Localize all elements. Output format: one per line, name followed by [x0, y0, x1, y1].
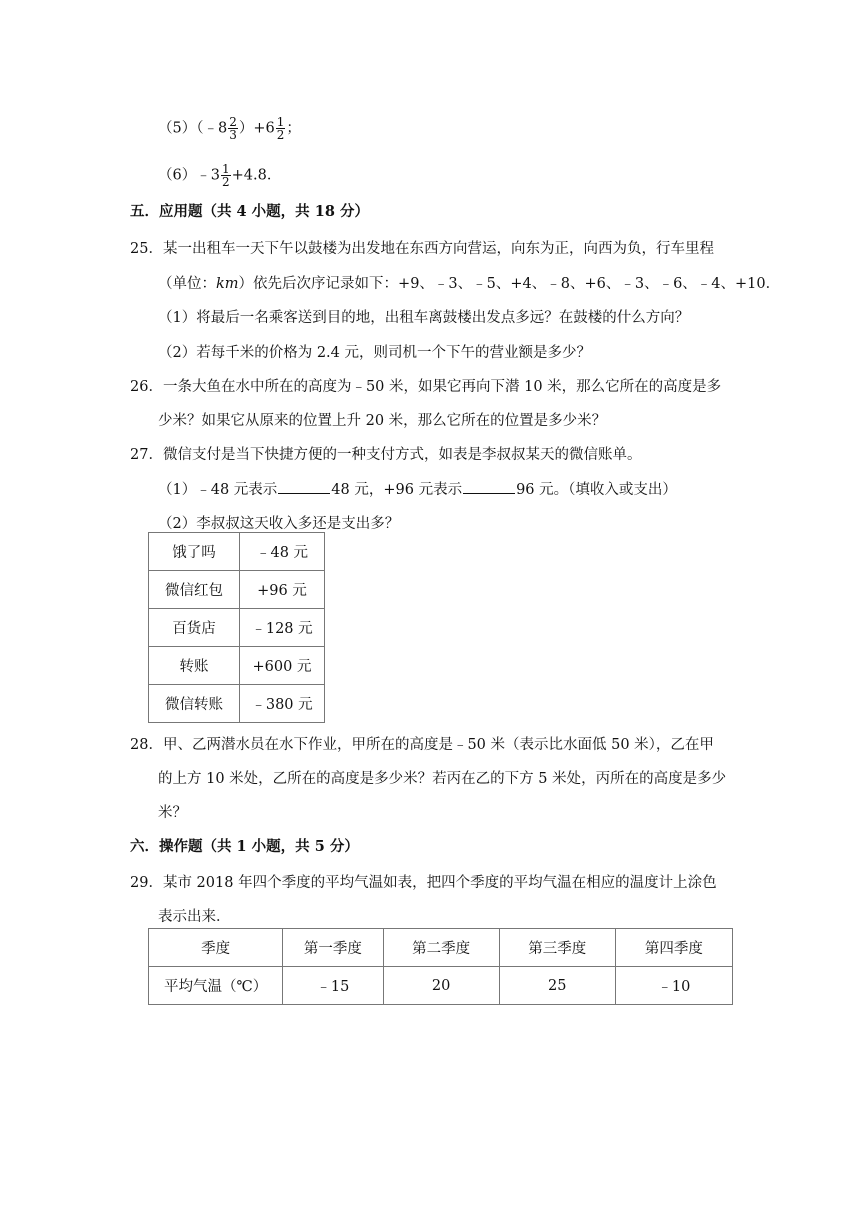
unit-km: km: [216, 276, 239, 292]
bill-amount-cell: ﹣48 元: [240, 533, 325, 571]
bill-amount-cell: +96 元: [240, 571, 325, 609]
section-heading-6: 六．操作题（共 1 小题，共 5 分）: [130, 838, 359, 855]
numerator: 1: [276, 115, 285, 129]
question-28-line-1: 28．甲、乙两潜水员在水下作业，甲所在的高度是﹣50 米（表示比水面低 50 米），乙在甲: [130, 737, 714, 753]
item-label: （6）: [158, 167, 197, 184]
numerator: 1: [221, 162, 230, 176]
bill-item-cell: 转账: [149, 647, 240, 685]
text: ）依先后次序记录如下：+9、﹣3、﹣5、+4、﹣8、+6、﹣3、﹣6、﹣4、+10．: [238, 276, 781, 292]
question-25-line-2: [158, 274, 780, 294]
fraction: [221, 163, 231, 188]
fraction: [228, 116, 238, 141]
question-25-sub-2: （2）若每千米的价格为 2.4 元，则司机一个下午的营业额是多少？: [158, 345, 592, 361]
wechat-bill-table: [148, 532, 325, 723]
header-cell: 季度: [149, 929, 283, 967]
table-row: [149, 609, 325, 647]
bill-item-cell: 饿了吗: [149, 533, 240, 571]
table-row: [149, 685, 325, 723]
expression-text: ；: [286, 120, 301, 137]
text: （单位：: [158, 276, 216, 292]
bill-item-cell: 百货店: [149, 609, 240, 647]
question-26-line-1: 26．一条大鱼在水中所在的高度为﹣50 米，如果它再向下潜 10 米，那么它所在的高度是多: [130, 379, 722, 395]
question-27-sub-1: [158, 479, 677, 500]
section-heading-5: 五．应用题（共 4 小题，共 18 分）: [130, 203, 369, 220]
question-27-sub-2: （2）李叔叔这天收入多还是支出多？: [158, 516, 400, 532]
bill-amount-cell: +600 元: [240, 647, 325, 685]
table-row: [149, 533, 325, 571]
expression-text: ）+6: [238, 120, 275, 137]
table-row: [149, 647, 325, 685]
expression-item-6: [158, 163, 281, 188]
table-row: [149, 571, 325, 609]
expression-text: （﹣8: [196, 120, 228, 137]
table-row: [149, 967, 733, 1005]
denominator: 3: [229, 128, 237, 142]
expression-text: ﹣3: [196, 167, 220, 184]
answer-blank[interactable]: [278, 479, 330, 494]
data-cell: 平均气温（℃）: [149, 967, 283, 1005]
fraction: [276, 116, 286, 141]
bill-amount-cell: ﹣380 元: [240, 685, 325, 723]
data-cell: ﹣15: [283, 967, 383, 1005]
denominator: 2: [221, 175, 230, 189]
question-25-sub-1: （1）将最后一名乘客送到目的地，出租车离鼓楼出发点多远？在鼓楼的什么方向？: [158, 310, 690, 326]
header-cell: 第三季度: [499, 929, 615, 967]
question-27-line-1: 27．微信支付是当下快捷方便的一种支付方式，如表是李叔叔某天的微信账单。: [130, 447, 642, 463]
text: 48 元，+96 元表示: [331, 482, 463, 498]
table-header-row: [149, 929, 733, 967]
denominator: 2: [276, 128, 285, 142]
numerator: 2: [229, 115, 237, 129]
text: 96 元。（填收入或支出）: [516, 482, 677, 498]
bill-amount-cell: ﹣128 元: [240, 609, 325, 647]
temperature-table: [148, 928, 733, 1005]
question-28-line-2: 的上方 10 米处，乙所在的高度是多少米？若丙在乙的下方 5 米处，丙所在的高度是多少: [158, 771, 727, 787]
question-26-line-2: 少米？如果它从原来的位置上升 20 米，那么它所在的位置是多少米？: [158, 413, 607, 429]
header-cell: 第四季度: [615, 929, 732, 967]
item-label: （5）: [158, 120, 197, 137]
bill-item-cell: 微信转账: [149, 685, 240, 723]
data-cell: 20: [383, 967, 499, 1005]
expression-item-5: [158, 116, 301, 141]
answer-blank[interactable]: [463, 479, 515, 494]
data-cell: 25: [499, 967, 615, 1005]
question-29-line-2: 表示出来．: [158, 909, 231, 925]
question-25-line-1: 25．某一出租车一天下午以鼓楼为出发地在东西方向营运，向东为正，向西为负，行车里程: [130, 241, 714, 257]
question-29-line-1: 29．某市 2018 年四个季度的平均气温如表，把四个季度的平均气温在相应的温度计上涂色: [130, 875, 717, 891]
bill-item-cell: 微信红包: [149, 571, 240, 609]
expression-text: +4.8．: [231, 167, 282, 184]
data-cell: ﹣10: [615, 967, 732, 1005]
header-cell: 第一季度: [283, 929, 383, 967]
question-28-line-3: 米？: [158, 805, 187, 821]
header-cell: 第二季度: [383, 929, 499, 967]
text: （1）﹣48 元表示: [158, 482, 278, 498]
